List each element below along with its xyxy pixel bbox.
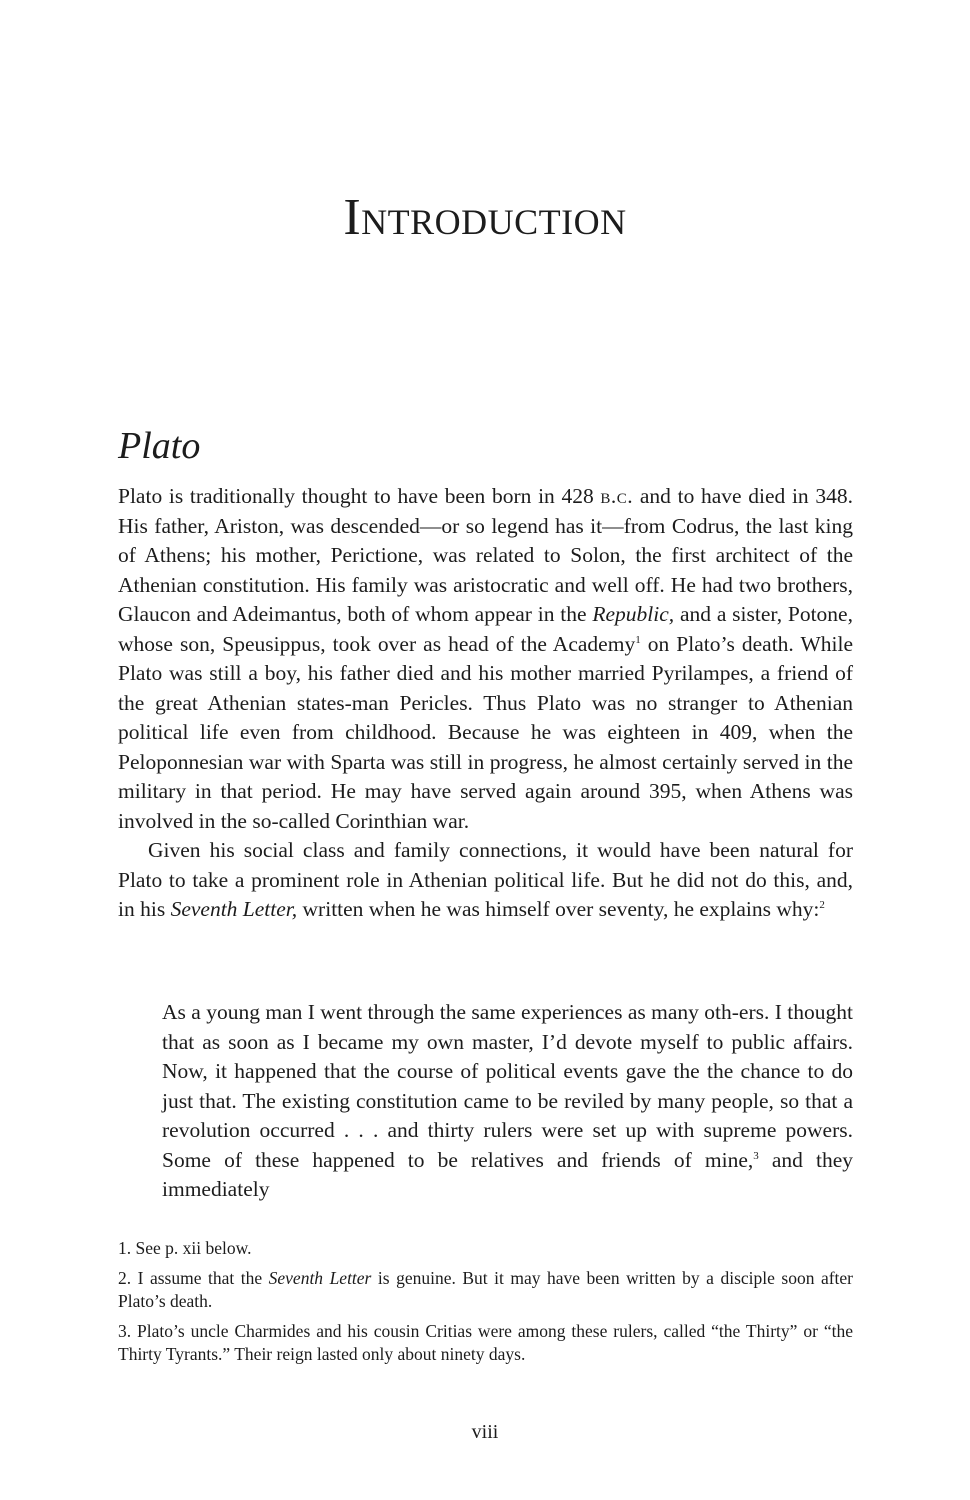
footnote-ref-2[interactable]: 2 [819, 899, 825, 911]
paragraph-1-text: and to have died in 348. His father, Ariston, was descended—or so legend has it—from Codrus, the last king of Athens; his mother, Perictione, was related to Solon, the first architect of the Athenian constitution. His family was aristocratic and well off. He had two brothers, Glaucon and Adeimantus, both of whom appear in the [118, 484, 853, 626]
republic-title: Republic, [592, 602, 675, 626]
footnote-3: 3. Plato’s uncle Charmides and his cousin Critias were among these rulers, called “the Thirty” or “the Thirty Tyrants.” Their reign lasted only about ninety days. [118, 1321, 853, 1364]
page-number: viii [471, 1421, 499, 1443]
paragraph-1-text: and a sister, Potone, whose son, Speusippus, took over as head of the Academy [118, 602, 853, 656]
block-quote-text: and they immediately [162, 1147, 853, 1201]
paragraph-1-text: Plato is traditionally thought to have been born in 428 [118, 484, 601, 508]
seventh-letter-title: Seventh Letter, [170, 897, 298, 921]
footnote-1: 1. See p. xii below. [118, 1238, 252, 1258]
footnote-2-italic: Seventh Letter [268, 1268, 372, 1288]
chapter-title [0, 188, 970, 247]
block-quote [162, 998, 853, 1205]
paragraph-2 [118, 836, 853, 925]
block-quote-text: As a young man I went through the same experiences as many oth-ers. I thought that as soon as I became my own master, I’d devote myself to public affairs. Now, it happened that the course of political events gave the the chance to do just that. The existing constitution came to be reviled by many people, so that a revolution occurred . . . and thirty rulers were set up with supreme powers. Some of these happened to be relatives and friends of mine, [162, 1000, 853, 1172]
paragraph-2-text: written when he was himself over seventy, he explains why: [297, 897, 820, 921]
footnote-2-text: is genuine. But it may have been written by a disciple soon after Plato’s death. [118, 1268, 854, 1311]
chapter-title-initial: I [343, 189, 362, 246]
chapter-title-rest: ntroduction [361, 189, 627, 246]
footnote-2 [118, 1267, 853, 1313]
era-abbreviation: b.c. [600, 484, 634, 508]
paragraph-2-text: Given his social class and family connections, it would have been natural for Plato to take a prominent role in Athenian political life. But he did not do this, and, in his [118, 838, 853, 921]
footnotes [118, 1237, 853, 1373]
footnote-ref-1[interactable]: 1 [635, 633, 641, 646]
footnote-ref-3[interactable]: 3 [753, 1149, 759, 1162]
section-heading: Plato [118, 425, 201, 467]
body-text [118, 482, 853, 925]
paragraph-1-text: on Plato’s death. While Plato was still a boy, his father died and his mother married Pyrilampes, a friend of the great Athenian states-man Pericles. Thus Plato was no stranger to Athenian political life even from childhood. Because he was eighteen in 409, when the Peloponnesian war with Sparta was still in progress, he almost certainly served in the military in that period. He may have served again around 395, when Athens was involved in the so-called Corinthian war. [118, 631, 853, 833]
footnote-2-text: 2. I assume that the [118, 1268, 269, 1288]
paragraph-1 [118, 482, 853, 836]
